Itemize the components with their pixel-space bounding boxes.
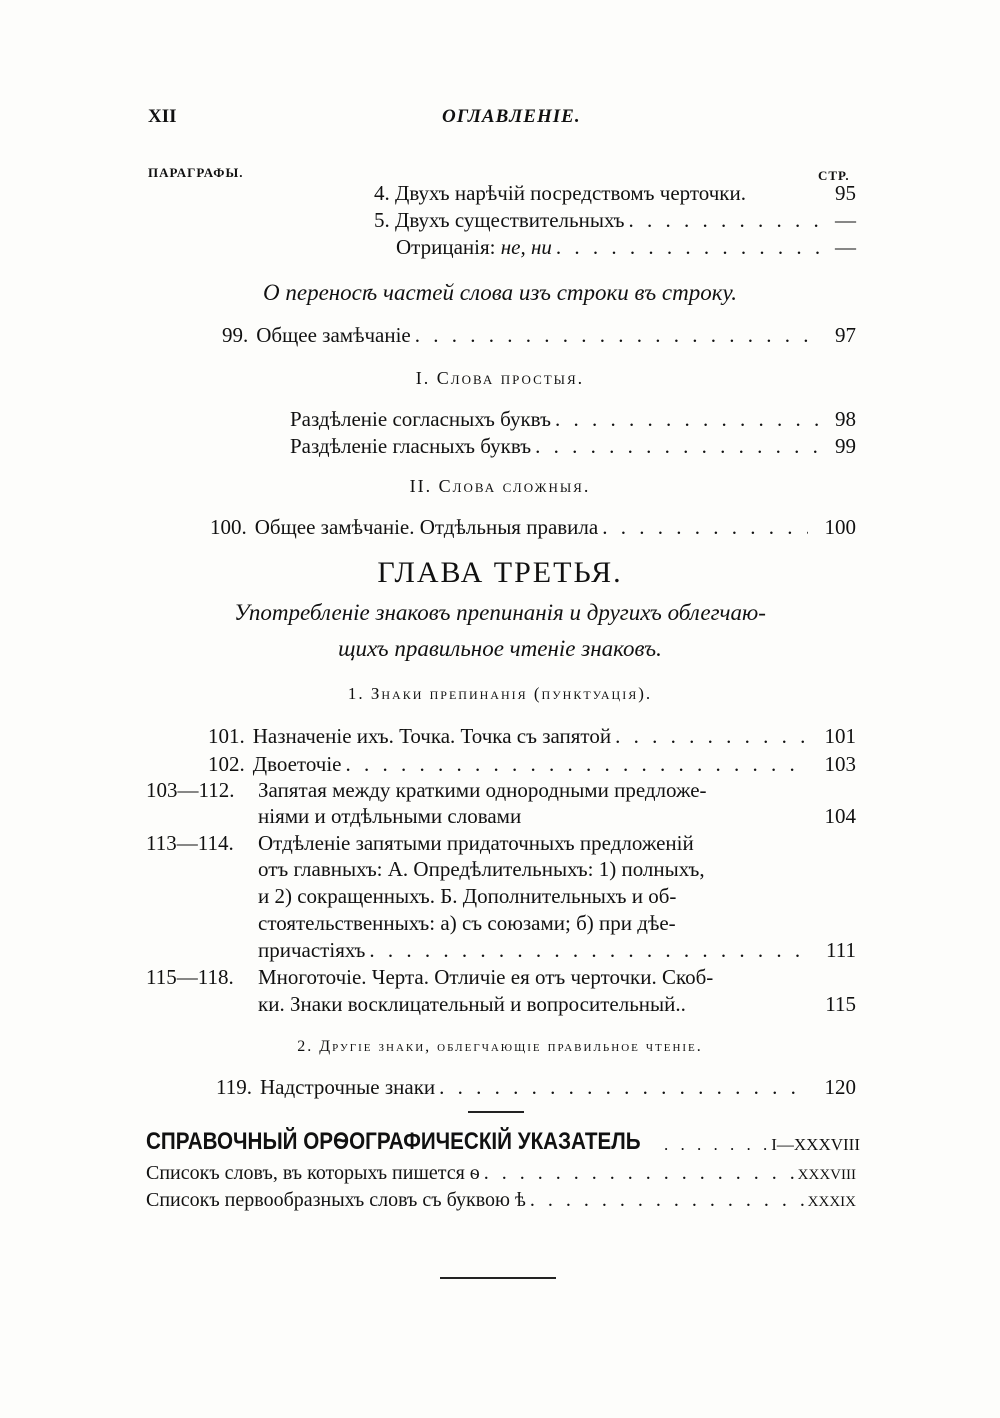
entry-text: Надстрочные знаки: [259, 1075, 436, 1099]
subsection-heading: II. Слова сложныя.: [409, 476, 591, 496]
entry-text: Списокъ словъ, въ которыхъ пишется ѳ: [146, 1162, 480, 1184]
entry-page: —: [835, 235, 856, 259]
toc-entry: [258, 803, 856, 829]
leader-dots: [615, 723, 808, 749]
toc-entry: [146, 1160, 856, 1188]
entry-text: Раздѣленіе гласныхъ буквъ: [290, 434, 532, 458]
toc-entry: [216, 1074, 856, 1100]
section-heading: О переносѣ частей слова изъ строки въ строку.: [263, 280, 737, 305]
entry-number: 102.: [208, 752, 245, 776]
entry-text: 5. Двухъ существительныхъ: [374, 208, 625, 232]
leader-dots: [346, 751, 809, 777]
entry-number: 115—118.: [146, 965, 234, 989]
leader-dots: [556, 234, 820, 260]
toc-entry: [258, 937, 856, 963]
entry-text: 4. Двухъ нарѣчій посредствомъ черточки.: [374, 181, 746, 205]
entry-page: XXXVIII: [797, 1167, 856, 1183]
leader-dots: [629, 207, 820, 233]
toc-entry: [208, 751, 856, 777]
toc-entry: [290, 433, 856, 459]
leader-dots: [484, 1160, 794, 1186]
index-title: СПРАВОЧНЫЙ ОРѲОГРАФИЧЕСКІЙ УКАЗАТЕЛЬ: [146, 1128, 641, 1155]
entry-page: 111: [826, 938, 856, 962]
chapter-subtitle-line2: щихъ правильное чтеніе знаковъ.: [338, 636, 662, 661]
column-label-paragraphs: ПАРАГРАФЫ.: [148, 165, 244, 180]
entry-number: 101.: [208, 724, 245, 748]
toc-entry: [208, 723, 856, 749]
entry-number: 113—114.: [146, 831, 234, 855]
entry-text-line: отъ главныхъ: А. Опредѣлительныхъ: 1) полныхъ,: [258, 857, 705, 881]
toc-entry: [396, 234, 856, 260]
chapter-title: ГЛАВА ТРЕТЬЯ.: [377, 556, 623, 589]
entry-text: Отрицанія:: [396, 235, 501, 259]
toc-entry: [258, 991, 856, 1017]
entry-text: Раздѣленіе согласныхъ буквъ: [290, 407, 551, 431]
leader-dots: [602, 514, 808, 540]
leader-dots: [439, 1074, 808, 1100]
entry-page: 103: [824, 752, 856, 776]
toc-entry: [222, 322, 856, 348]
toc-entry: [210, 514, 856, 540]
toc-entry: [146, 1187, 856, 1215]
entry-text: Общее замѣчаніе: [256, 323, 411, 347]
entry-text-line: Отдѣленіе запятыми придаточныхъ предложеній: [258, 831, 694, 855]
entry-text-line: ніями и отдѣльными словами: [258, 804, 522, 828]
entry-page: 120: [824, 1075, 856, 1099]
entry-page: 100: [824, 515, 856, 539]
entry-page: —: [835, 208, 856, 232]
divider-rule: [440, 1277, 556, 1279]
entry-text-italic: не, ни: [500, 235, 552, 259]
entry-page: 98: [835, 407, 856, 431]
leader-dots: [415, 322, 820, 348]
entry-number: 119.: [216, 1075, 252, 1099]
entry-page: 99: [835, 434, 856, 458]
running-title: ОГЛАВЛЕНІЕ.: [442, 106, 581, 127]
entry-text-line: и 2) сокращенныхъ. Б. Дополнительныхъ и об-: [258, 884, 677, 908]
leader-dots: [369, 937, 808, 963]
entry-text-line: Запятая между краткими однородными предложе-: [258, 778, 707, 802]
toc-entry: [290, 406, 856, 432]
entry-number: 99.: [222, 323, 249, 347]
entry-page: XXXIX: [807, 1194, 856, 1210]
entry-text-line: Многоточіе. Черта. Отличіе ея отъ черточки. Скоб-: [258, 965, 714, 989]
part-heading: 2. Другіе знаки, облегчающіе правильное чтеніе.: [297, 1038, 703, 1055]
entry-text-line: причастіяхъ: [258, 938, 366, 962]
leader-dots: [535, 433, 820, 459]
entry-text-line: стоятельственныхъ: а) съ союзами; б) при дѣе-: [258, 911, 676, 935]
subsection-heading: I. Слова простыя.: [415, 368, 585, 388]
page-number: XII: [148, 106, 177, 127]
entry-page: 104: [824, 804, 856, 828]
entry-text: Общее замѣчаніе. Отдѣльныя правила: [254, 515, 599, 539]
chapter-subtitle-line1: Употребленіе знаковъ препинанія и другихъ облегчаю-: [234, 600, 766, 625]
entry-number: 100.: [210, 515, 247, 539]
entry-number: 103—112.: [146, 778, 235, 802]
entry-text: Назначеніе ихъ. Точка. Точка съ запятой: [252, 724, 612, 748]
entry-page: 115: [825, 992, 856, 1016]
toc-entry: [374, 180, 856, 206]
entry-text: Двоеточіе: [252, 752, 342, 776]
leader-dots: [555, 406, 820, 432]
part-heading: 1. Знаки препинанія (пунктуація).: [347, 684, 653, 703]
leader-dots: [664, 1132, 767, 1158]
entry-page: I—XXXVIII: [771, 1135, 860, 1154]
entry-text-line: ки. Знаки восклицательный и вопросительный..: [258, 992, 686, 1016]
column-label-pages: СТР.: [818, 168, 850, 183]
entry-page: 95: [835, 181, 856, 205]
leader-dots: [530, 1187, 804, 1213]
divider-rule: [468, 1111, 524, 1113]
index-title-pages-row: [660, 1132, 860, 1158]
entry-page: 97: [835, 323, 856, 347]
toc-entry: [374, 207, 856, 233]
entry-text: Списокъ первообразныхъ словъ съ буквою ѣ: [146, 1189, 526, 1211]
entry-page: 101: [824, 724, 856, 748]
